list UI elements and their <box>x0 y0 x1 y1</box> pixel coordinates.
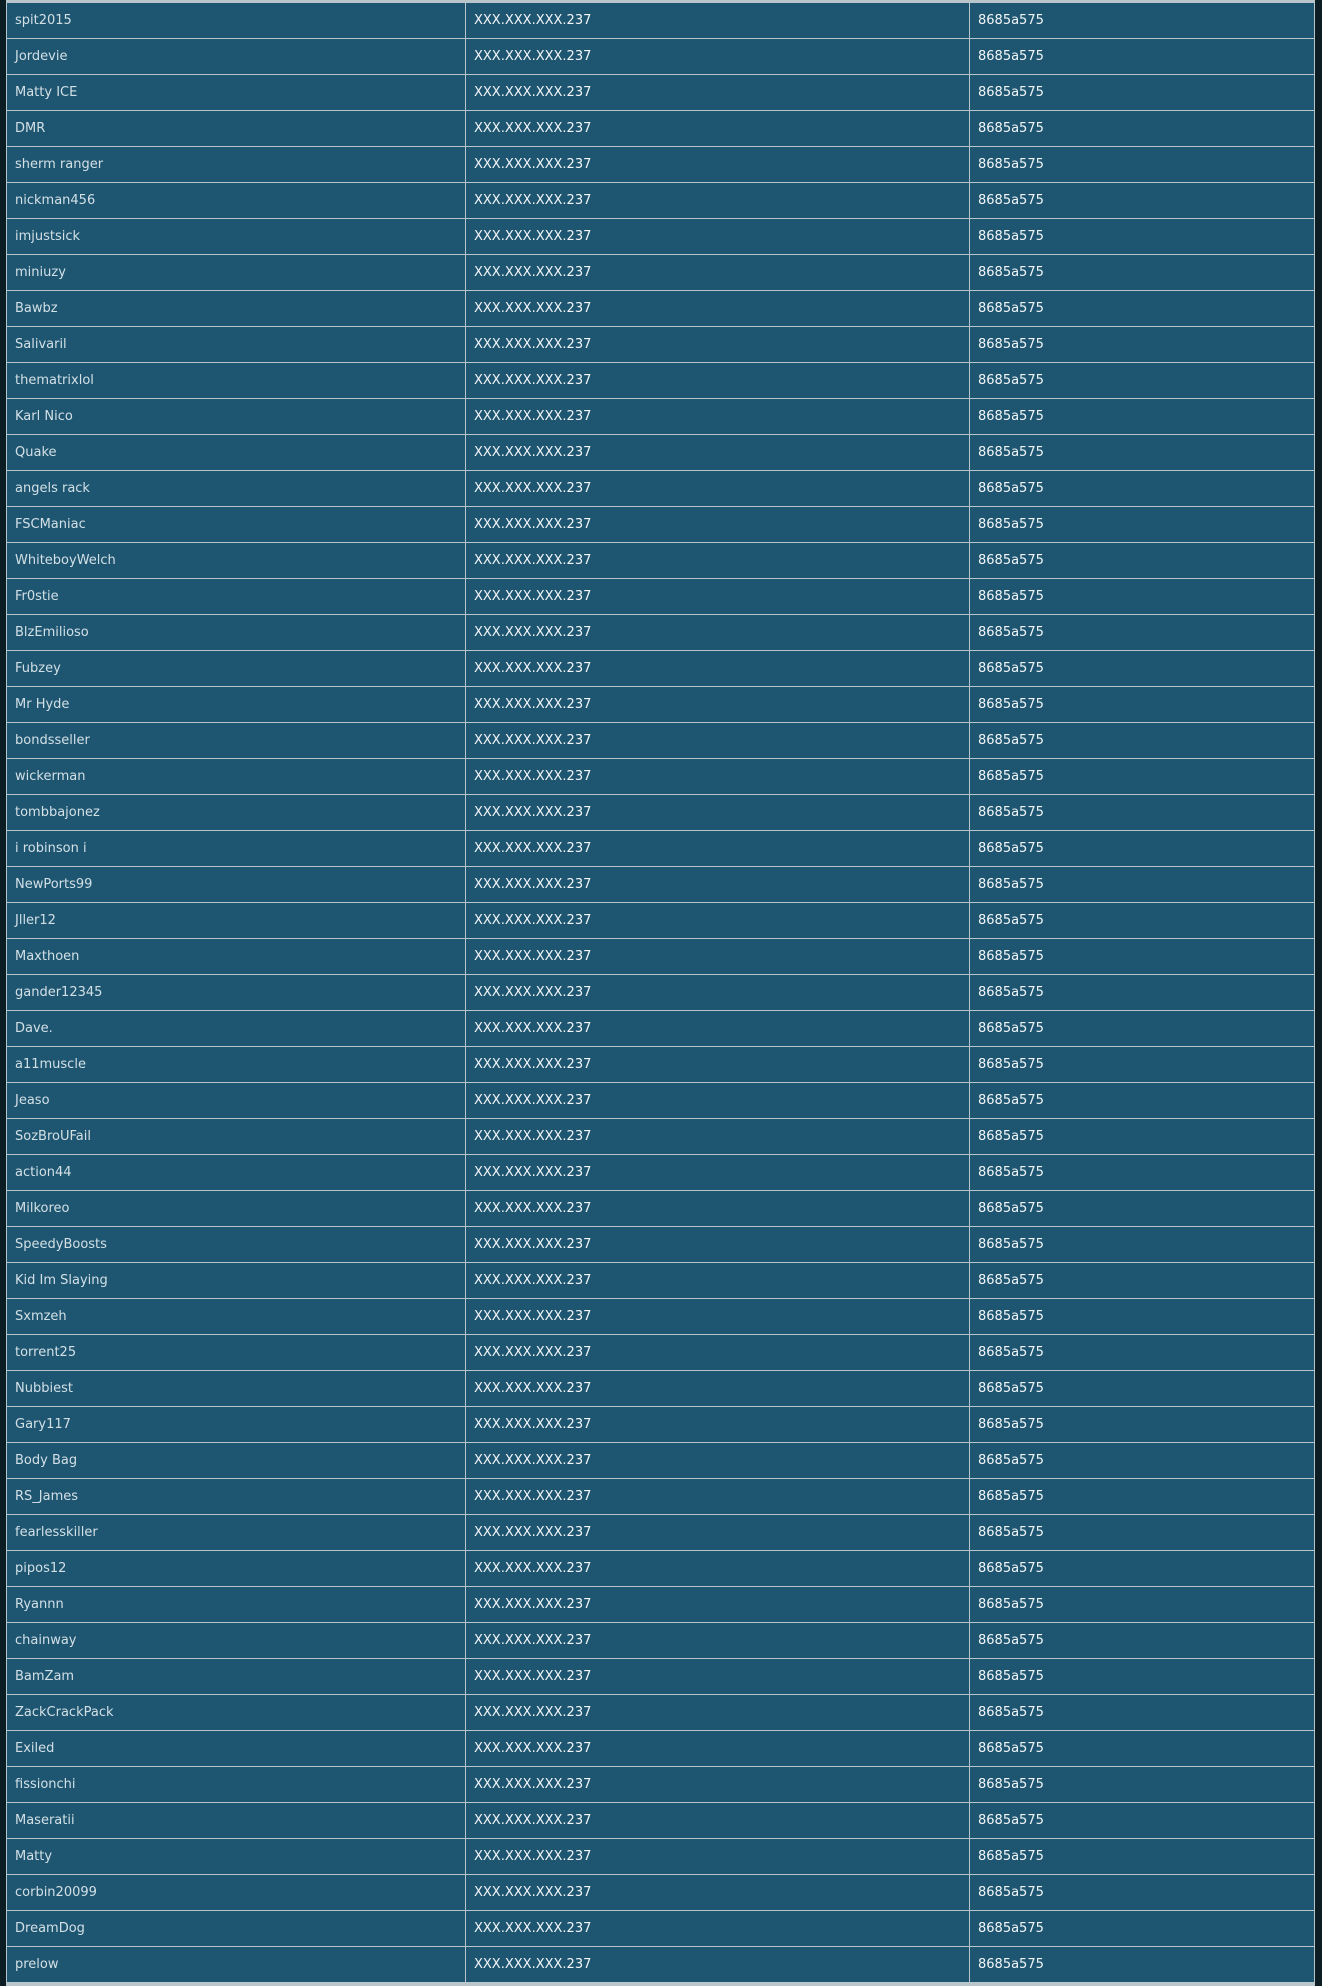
ip-address-cell: XXX.XXX.XXX.237 <box>466 1263 969 1298</box>
table-row <box>7 363 1314 398</box>
player-id-cell: 8685a575 <box>970 651 1314 686</box>
table-row <box>7 1947 1314 1982</box>
ip-address-cell: XXX.XXX.XXX.237 <box>466 1083 969 1118</box>
player-id-cell: 8685a575 <box>970 1299 1314 1334</box>
player-id-cell: 8685a575 <box>970 975 1314 1010</box>
player-table-body <box>7 3 1314 1982</box>
table-row <box>7 687 1314 722</box>
table-row <box>7 183 1314 218</box>
player-id-cell: 8685a575 <box>970 291 1314 326</box>
ip-address-cell: XXX.XXX.XXX.237 <box>466 147 969 182</box>
player-name-cell: NewPorts99 <box>7 867 465 902</box>
player-id-cell: 8685a575 <box>970 183 1314 218</box>
player-name-cell: Matty ICE <box>7 75 465 110</box>
table-row <box>7 867 1314 902</box>
ip-address-cell: XXX.XXX.XXX.237 <box>466 1011 969 1046</box>
player-name-cell: Jordevie <box>7 39 465 74</box>
player-name-cell: Quake <box>7 435 465 470</box>
player-name-cell: chainway <box>7 1623 465 1658</box>
table-row <box>7 147 1314 182</box>
player-name-cell: DMR <box>7 111 465 146</box>
player-id-cell: 8685a575 <box>970 687 1314 722</box>
table-row <box>7 1155 1314 1190</box>
table-row <box>7 1623 1314 1658</box>
player-id-cell: 8685a575 <box>970 147 1314 182</box>
player-id-cell: 8685a575 <box>970 1731 1314 1766</box>
ip-address-cell: XXX.XXX.XXX.237 <box>466 1587 969 1622</box>
ip-address-cell: XXX.XXX.XXX.237 <box>466 795 969 830</box>
table-row <box>7 831 1314 866</box>
player-id-cell: 8685a575 <box>970 1335 1314 1370</box>
player-name-cell: Jller12 <box>7 903 465 938</box>
player-id-cell: 8685a575 <box>970 1551 1314 1586</box>
player-name-cell: a11muscle <box>7 1047 465 1082</box>
player-id-cell: 8685a575 <box>970 543 1314 578</box>
player-id-cell: 8685a575 <box>970 1839 1314 1874</box>
table-row <box>7 1083 1314 1118</box>
ip-address-cell: XXX.XXX.XXX.237 <box>466 831 969 866</box>
ip-address-cell: XXX.XXX.XXX.237 <box>466 183 969 218</box>
player-name-cell: pipos12 <box>7 1551 465 1586</box>
player-id-cell: 8685a575 <box>970 1695 1314 1730</box>
player-name-cell: Matty <box>7 1839 465 1874</box>
player-name-cell: Kid Im Slaying <box>7 1263 465 1298</box>
player-name-cell: Exiled <box>7 1731 465 1766</box>
ip-address-cell: XXX.XXX.XXX.237 <box>466 1731 969 1766</box>
table-row <box>7 1443 1314 1478</box>
table-row <box>7 615 1314 650</box>
ip-address-cell: XXX.XXX.XXX.237 <box>466 939 969 974</box>
table-row <box>7 1263 1314 1298</box>
table-row <box>7 1299 1314 1334</box>
table-row <box>7 1479 1314 1514</box>
player-name-cell: Gary117 <box>7 1407 465 1442</box>
player-name-cell: Jeaso <box>7 1083 465 1118</box>
player-name-cell: DreamDog <box>7 1911 465 1946</box>
player-id-cell: 8685a575 <box>970 615 1314 650</box>
player-id-cell: 8685a575 <box>970 327 1314 362</box>
ip-address-cell: XXX.XXX.XXX.237 <box>466 399 969 434</box>
table-row <box>7 795 1314 830</box>
player-id-cell: 8685a575 <box>970 39 1314 74</box>
player-id-cell: 8685a575 <box>970 831 1314 866</box>
player-name-cell: Karl Nico <box>7 399 465 434</box>
player-name-cell: action44 <box>7 1155 465 1190</box>
player-id-cell: 8685a575 <box>970 1767 1314 1802</box>
ip-address-cell: XXX.XXX.XXX.237 <box>466 579 969 614</box>
player-id-cell: 8685a575 <box>970 1227 1314 1262</box>
player-name-cell: torrent25 <box>7 1335 465 1370</box>
table-row <box>7 1551 1314 1586</box>
ip-address-cell: XXX.XXX.XXX.237 <box>466 327 969 362</box>
player-name-cell: gander12345 <box>7 975 465 1010</box>
player-name-cell: Maseratii <box>7 1803 465 1838</box>
table-row <box>7 1839 1314 1874</box>
player-id-cell: 8685a575 <box>970 1119 1314 1154</box>
player-name-cell: Ryannn <box>7 1587 465 1622</box>
table-row <box>7 471 1314 506</box>
table-row <box>7 3 1314 38</box>
table-row <box>7 1371 1314 1406</box>
player-id-cell: 8685a575 <box>970 1371 1314 1406</box>
player-id-cell: 8685a575 <box>970 759 1314 794</box>
player-name-cell: imjustsick <box>7 219 465 254</box>
table-row <box>7 903 1314 938</box>
ip-address-cell: XXX.XXX.XXX.237 <box>466 1695 969 1730</box>
player-id-cell: 8685a575 <box>970 1623 1314 1658</box>
table-row <box>7 75 1314 110</box>
ip-address-cell: XXX.XXX.XXX.237 <box>466 1479 969 1514</box>
ip-address-cell: XXX.XXX.XXX.237 <box>466 1947 969 1982</box>
player-name-cell: Fr0stie <box>7 579 465 614</box>
ip-address-cell: XXX.XXX.XXX.237 <box>466 255 969 290</box>
ip-address-cell: XXX.XXX.XXX.237 <box>466 975 969 1010</box>
ip-address-cell: XXX.XXX.XXX.237 <box>466 1191 969 1226</box>
player-name-cell: i robinson i <box>7 831 465 866</box>
table-row <box>7 579 1314 614</box>
ip-address-cell: XXX.XXX.XXX.237 <box>466 1443 969 1478</box>
player-name-cell: Body Bag <box>7 1443 465 1478</box>
player-id-cell: 8685a575 <box>970 1947 1314 1982</box>
table-row <box>7 1911 1314 1946</box>
player-id-cell: 8685a575 <box>970 1803 1314 1838</box>
table-row <box>7 543 1314 578</box>
player-id-cell: 8685a575 <box>970 1011 1314 1046</box>
player-name-cell: Fubzey <box>7 651 465 686</box>
player-name-cell: thematrixlol <box>7 363 465 398</box>
player-name-cell: Nubbiest <box>7 1371 465 1406</box>
table-row <box>7 1011 1314 1046</box>
ip-address-cell: XXX.XXX.XXX.237 <box>466 1515 969 1550</box>
ip-address-cell: XXX.XXX.XXX.237 <box>466 615 969 650</box>
player-id-cell: 8685a575 <box>970 219 1314 254</box>
player-name-cell: SpeedyBoosts <box>7 1227 465 1262</box>
table-row <box>7 975 1314 1010</box>
ip-address-cell: XXX.XXX.XXX.237 <box>466 1659 969 1694</box>
player-name-cell: WhiteboyWelch <box>7 543 465 578</box>
player-name-cell: nickman456 <box>7 183 465 218</box>
ip-address-cell: XXX.XXX.XXX.237 <box>466 1407 969 1442</box>
table-row <box>7 1875 1314 1910</box>
player-name-cell: Dave. <box>7 1011 465 1046</box>
player-id-cell: 8685a575 <box>970 1155 1314 1190</box>
ip-address-cell: XXX.XXX.XXX.237 <box>466 435 969 470</box>
player-id-cell: 8685a575 <box>970 1515 1314 1550</box>
ip-address-cell: XXX.XXX.XXX.237 <box>466 903 969 938</box>
player-id-cell: 8685a575 <box>970 75 1314 110</box>
player-table-container <box>6 0 1315 1986</box>
player-name-cell: SozBroUFail <box>7 1119 465 1154</box>
player-name-cell: ZackCrackPack <box>7 1695 465 1730</box>
player-id-cell: 8685a575 <box>970 903 1314 938</box>
player-id-cell: 8685a575 <box>970 363 1314 398</box>
player-id-cell: 8685a575 <box>970 435 1314 470</box>
player-name-cell: tombbajonez <box>7 795 465 830</box>
player-id-cell: 8685a575 <box>970 507 1314 542</box>
player-name-cell: spit2015 <box>7 3 465 38</box>
player-id-cell: 8685a575 <box>970 111 1314 146</box>
table-row <box>7 1191 1314 1226</box>
player-table <box>6 2 1315 1983</box>
player-id-cell: 8685a575 <box>970 867 1314 902</box>
ip-address-cell: XXX.XXX.XXX.237 <box>466 687 969 722</box>
player-name-cell: angels rack <box>7 471 465 506</box>
player-name-cell: fissionchi <box>7 1767 465 1802</box>
table-row <box>7 111 1314 146</box>
player-name-cell: bondsseller <box>7 723 465 758</box>
player-name-cell: BamZam <box>7 1659 465 1694</box>
player-name-cell: Salivaril <box>7 327 465 362</box>
player-name-cell: FSCManiac <box>7 507 465 542</box>
ip-address-cell: XXX.XXX.XXX.237 <box>466 1155 969 1190</box>
ip-address-cell: XXX.XXX.XXX.237 <box>466 1227 969 1262</box>
player-id-cell: 8685a575 <box>970 399 1314 434</box>
ip-address-cell: XXX.XXX.XXX.237 <box>466 3 969 38</box>
table-row <box>7 291 1314 326</box>
table-row <box>7 219 1314 254</box>
ip-address-cell: XXX.XXX.XXX.237 <box>466 867 969 902</box>
ip-address-cell: XXX.XXX.XXX.237 <box>466 471 969 506</box>
ip-address-cell: XXX.XXX.XXX.237 <box>466 1299 969 1334</box>
table-row <box>7 435 1314 470</box>
ip-address-cell: XXX.XXX.XXX.237 <box>466 651 969 686</box>
ip-address-cell: XXX.XXX.XXX.237 <box>466 1839 969 1874</box>
table-row <box>7 1515 1314 1550</box>
ip-address-cell: XXX.XXX.XXX.237 <box>466 1119 969 1154</box>
table-row <box>7 255 1314 290</box>
table-row <box>7 1695 1314 1730</box>
player-id-cell: 8685a575 <box>970 1911 1314 1946</box>
table-row <box>7 1803 1314 1838</box>
table-row <box>7 1587 1314 1622</box>
table-row <box>7 651 1314 686</box>
player-name-cell: Milkoreo <box>7 1191 465 1226</box>
ip-address-cell: XXX.XXX.XXX.237 <box>466 75 969 110</box>
ip-address-cell: XXX.XXX.XXX.237 <box>466 543 969 578</box>
player-name-cell: Bawbz <box>7 291 465 326</box>
table-row <box>7 759 1314 794</box>
ip-address-cell: XXX.XXX.XXX.237 <box>466 1911 969 1946</box>
table-row <box>7 507 1314 542</box>
player-id-cell: 8685a575 <box>970 1083 1314 1118</box>
table-row <box>7 939 1314 974</box>
table-row <box>7 1047 1314 1082</box>
ip-address-cell: XXX.XXX.XXX.237 <box>466 39 969 74</box>
ip-address-cell: XXX.XXX.XXX.237 <box>466 1047 969 1082</box>
table-row <box>7 1119 1314 1154</box>
player-id-cell: 8685a575 <box>970 795 1314 830</box>
player-name-cell: Sxmzeh <box>7 1299 465 1334</box>
table-row <box>7 1227 1314 1262</box>
player-name-cell: prelow <box>7 1947 465 1982</box>
ip-address-cell: XXX.XXX.XXX.237 <box>466 219 969 254</box>
ip-address-cell: XXX.XXX.XXX.237 <box>466 1803 969 1838</box>
ip-address-cell: XXX.XXX.XXX.237 <box>466 759 969 794</box>
ip-address-cell: XXX.XXX.XXX.237 <box>466 507 969 542</box>
player-name-cell: corbin20099 <box>7 1875 465 1910</box>
player-name-cell: RS_James <box>7 1479 465 1514</box>
ip-address-cell: XXX.XXX.XXX.237 <box>466 1551 969 1586</box>
player-name-cell: miniuzy <box>7 255 465 290</box>
player-id-cell: 8685a575 <box>970 471 1314 506</box>
table-row <box>7 1407 1314 1442</box>
player-id-cell: 8685a575 <box>970 579 1314 614</box>
player-name-cell: wickerman <box>7 759 465 794</box>
player-name-cell: sherm ranger <box>7 147 465 182</box>
table-row <box>7 327 1314 362</box>
table-row <box>7 1335 1314 1370</box>
ip-address-cell: XXX.XXX.XXX.237 <box>466 1875 969 1910</box>
ip-address-cell: XXX.XXX.XXX.237 <box>466 363 969 398</box>
player-id-cell: 8685a575 <box>970 1587 1314 1622</box>
player-id-cell: 8685a575 <box>970 1659 1314 1694</box>
player-name-cell: Mr Hyde <box>7 687 465 722</box>
table-row <box>7 1767 1314 1802</box>
table-row <box>7 399 1314 434</box>
table-row <box>7 1731 1314 1766</box>
player-id-cell: 8685a575 <box>970 1191 1314 1226</box>
ip-address-cell: XXX.XXX.XXX.237 <box>466 111 969 146</box>
player-name-cell: BlzEmilioso <box>7 615 465 650</box>
player-id-cell: 8685a575 <box>970 1047 1314 1082</box>
table-row <box>7 39 1314 74</box>
player-id-cell: 8685a575 <box>970 939 1314 974</box>
player-id-cell: 8685a575 <box>970 1263 1314 1298</box>
player-id-cell: 8685a575 <box>970 1875 1314 1910</box>
player-id-cell: 8685a575 <box>970 3 1314 38</box>
player-id-cell: 8685a575 <box>970 1443 1314 1478</box>
table-row <box>7 723 1314 758</box>
ip-address-cell: XXX.XXX.XXX.237 <box>466 1371 969 1406</box>
player-id-cell: 8685a575 <box>970 1407 1314 1442</box>
ip-address-cell: XXX.XXX.XXX.237 <box>466 291 969 326</box>
ip-address-cell: XXX.XXX.XXX.237 <box>466 723 969 758</box>
player-name-cell: fearlesskiller <box>7 1515 465 1550</box>
player-id-cell: 8685a575 <box>970 1479 1314 1514</box>
player-name-cell: Maxthoen <box>7 939 465 974</box>
table-row <box>7 1659 1314 1694</box>
ip-address-cell: XXX.XXX.XXX.237 <box>466 1335 969 1370</box>
ip-address-cell: XXX.XXX.XXX.237 <box>466 1767 969 1802</box>
player-id-cell: 8685a575 <box>970 255 1314 290</box>
player-id-cell: 8685a575 <box>970 723 1314 758</box>
ip-address-cell: XXX.XXX.XXX.237 <box>466 1623 969 1658</box>
